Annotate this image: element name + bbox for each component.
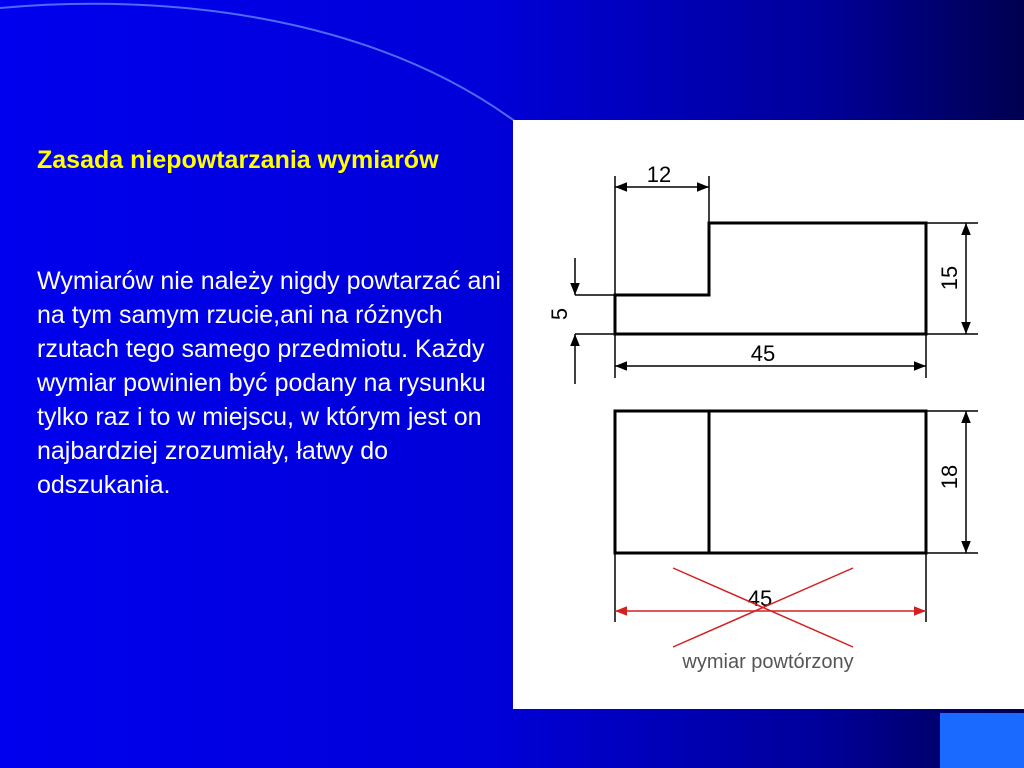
dimension-label-5: 5 — [547, 307, 572, 321]
dimension-label-18: 18 — [937, 464, 962, 490]
repeated-dimension-label-45: 45 — [747, 586, 773, 611]
dimension-label-45: 45 — [750, 341, 776, 366]
repeated-dimension-caption: wymiar powtórzony — [682, 651, 854, 673]
technical-drawing-panel — [513, 120, 1024, 709]
decorative-corner-square — [940, 713, 1024, 768]
top-view — [547, 162, 978, 384]
slide-body-text: Wymiarów nie należy nigdy powtarzać ani na tym samym rzucie,ani na różnych rzutach tego samego przedmiotu. Każdy wymiar powinien być podany na rysunku tylko raz i to w miejscu, w którym jest on najbardziej zrozumiały, łatwy do odszukania. — [37, 267, 501, 499]
dimension-label-12: 12 — [646, 162, 672, 187]
dimension-label-15: 15 — [937, 265, 962, 291]
technical-drawing — [513, 120, 1024, 709]
slide-title: Zasada niepowtarzania wymiarów — [37, 146, 439, 174]
front-view — [615, 411, 978, 647]
front-view-outline — [615, 411, 926, 553]
top-view-outline — [615, 223, 926, 334]
